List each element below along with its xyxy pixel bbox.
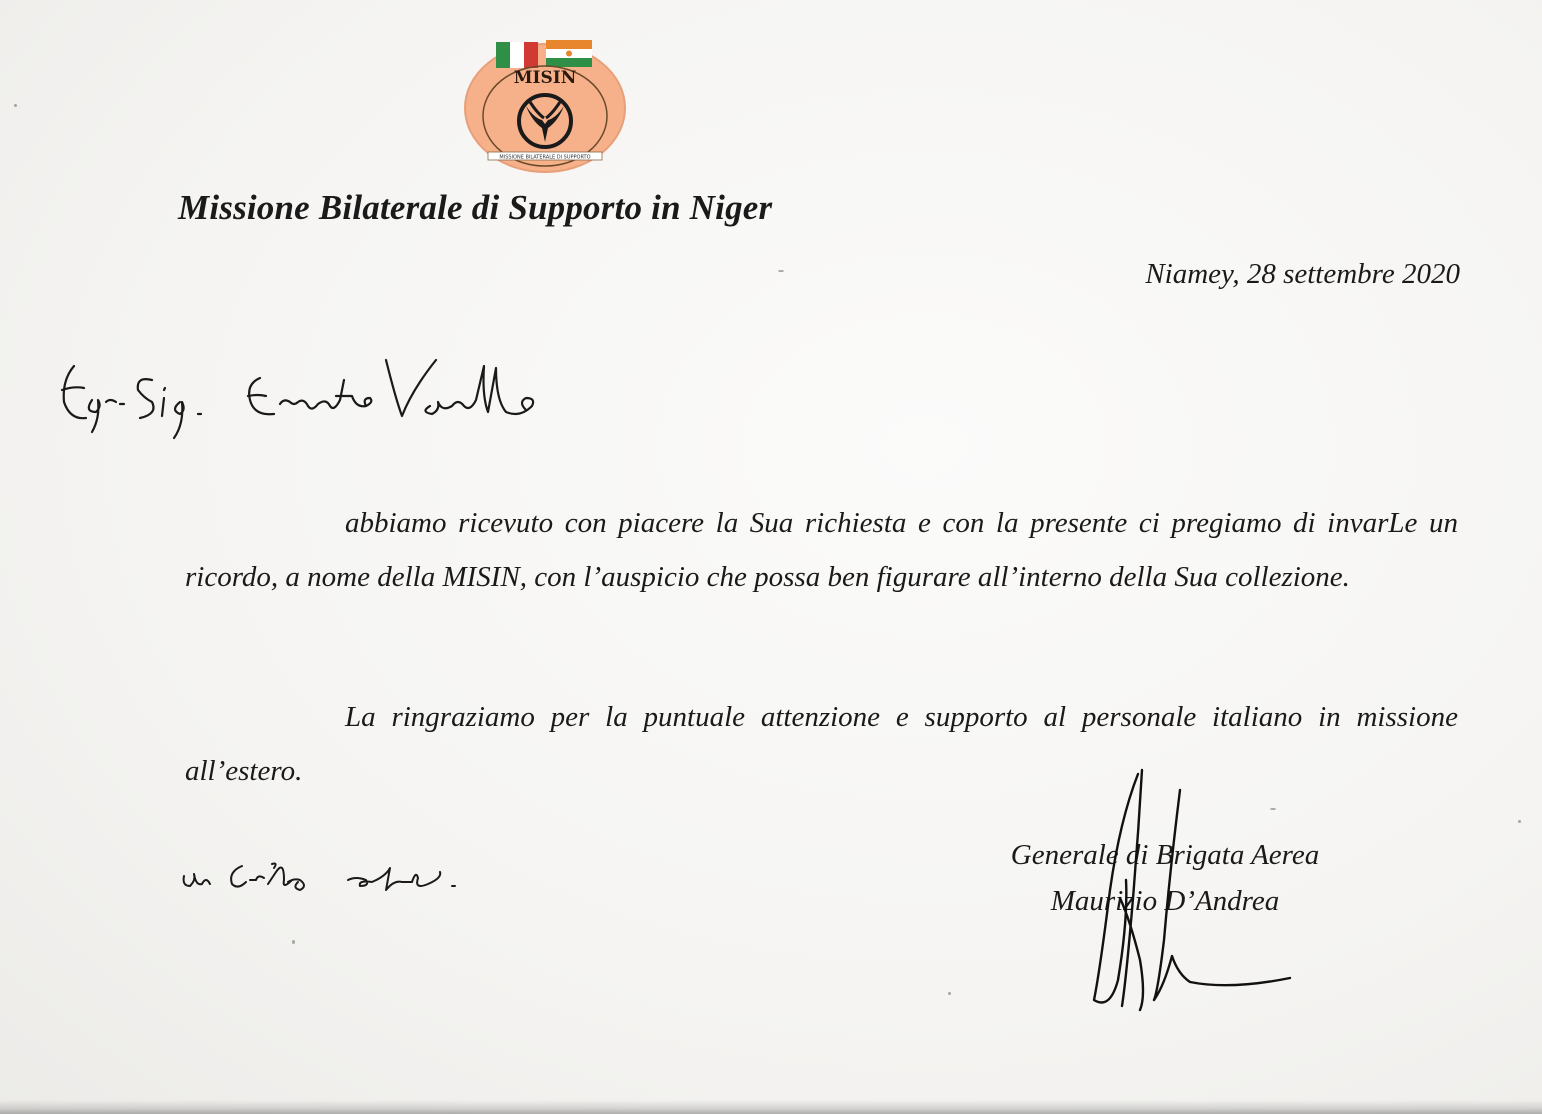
scan-speck bbox=[948, 992, 951, 995]
logo-text: MISIN bbox=[513, 68, 577, 88]
logo-motto: MISSIONE BILATERALE DI SUPPORTO bbox=[499, 154, 591, 161]
scan-speck bbox=[1518, 820, 1521, 823]
handwritten-salutation bbox=[40, 340, 600, 450]
closing-text: un cordiale saluto. bbox=[180, 850, 188, 851]
organization-title: Missione Bilaterale di Supporto in Niger bbox=[178, 188, 773, 227]
handwritten-closing bbox=[180, 850, 540, 910]
date-line: Niamey, 28 settembre 2020 bbox=[1145, 258, 1460, 290]
letter-paragraph-2: La ringraziamo per la puntuale attenzione e supporto al personale italiano in missione all’estero. bbox=[185, 701, 1458, 787]
salutation-text: Egr. Sig. Ernesto Vanello bbox=[40, 340, 51, 341]
scan-speck bbox=[292, 940, 295, 944]
scan-speck bbox=[778, 270, 784, 272]
scan-speck bbox=[14, 104, 17, 107]
handwritten-signature bbox=[1060, 760, 1310, 1020]
letter-paragraph-1: abbiamo ricevuto con piacere la Sua richiesta e con la presente ci pregiamo di invarLe un ricordo, a nome della MISIN, con l’auspicio che possa ben figurare all’interno della Sua collezione. bbox=[185, 507, 1458, 593]
scan-edge-shadow bbox=[0, 1100, 1542, 1114]
misin-logo bbox=[462, 36, 628, 174]
signatory-rank: Generale di Brigata Aerea bbox=[1010, 839, 1320, 871]
signatory-name: Maurizio D’Andrea bbox=[1050, 885, 1280, 917]
